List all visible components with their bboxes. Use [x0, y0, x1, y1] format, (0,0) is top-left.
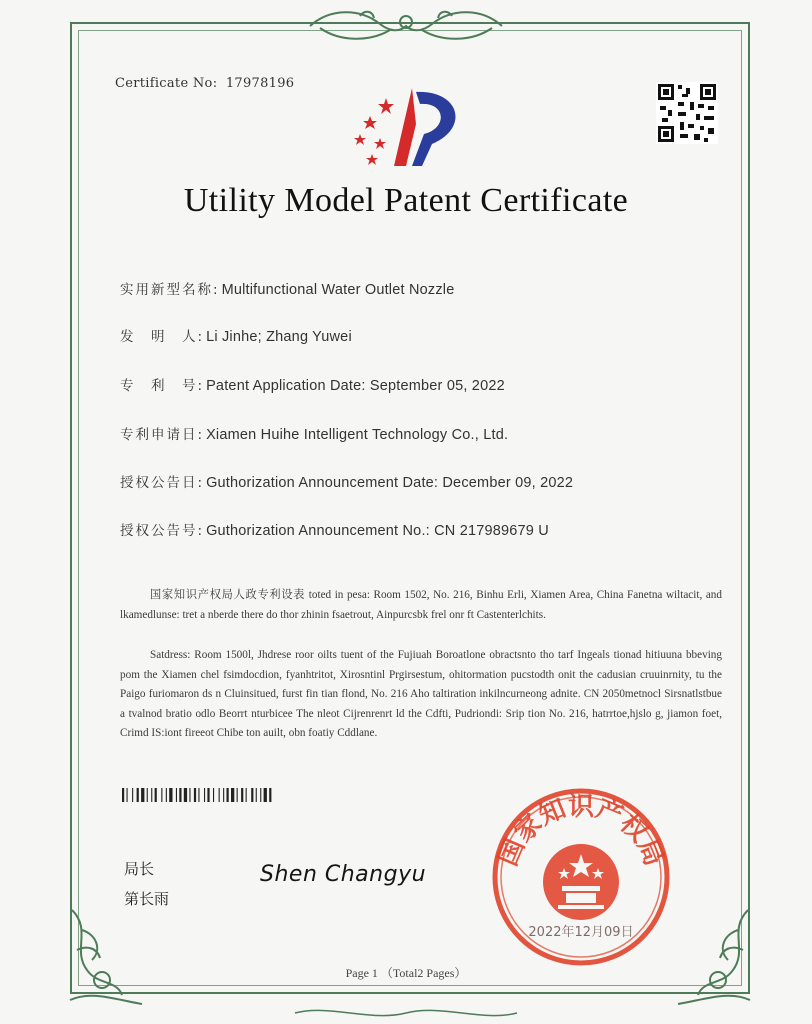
field-value: Guthorization Announcement Date: December 09, 2022: [206, 475, 574, 491]
barcode-icon: [122, 788, 332, 802]
field-label: 授权公告日:: [120, 475, 205, 491]
certificate-number: [115, 76, 294, 91]
field-label: 实用新型名称:: [120, 282, 220, 298]
field-utility-model-name: [120, 278, 454, 298]
director-signature: Shen Changyu: [260, 862, 427, 887]
director-title-line2: 第长雨: [124, 890, 170, 908]
field-label: 授权公告号:: [120, 523, 205, 539]
bottom-left-ornament-icon: [62, 900, 152, 1010]
field-value: Guthorization Announcement No.: CN 217989679 U: [206, 523, 549, 539]
page-footer: Page 1 （Total2 Pages）: [345, 966, 467, 980]
patent-office-logo-icon: [350, 84, 470, 174]
seal-text: 国家知识产权局: [493, 791, 669, 871]
field-label: 专 利 号:: [120, 378, 205, 394]
official-seal-icon: [486, 782, 676, 972]
bottom-right-ornament-icon: [668, 900, 758, 1010]
field-application-date: [120, 423, 508, 443]
field-announcement-date: [120, 471, 573, 491]
field-inventor: [120, 325, 352, 345]
field-label: 专利申请日:: [120, 427, 205, 443]
body-paragraph-2: Satdress: Room 1500l, Jhdrese roor oilts tuent of the Fujiuah Boroatlone obractsnto tho tarf Ingeals tionad hitiuuna bbeving pom the Xiamen chel fsimdocdion, fyanhtritot, Xirosntinl Prgirsestum, ohitormation pucstodth onit the cadusian cruuinrnity, tu the Paigo furiomaron ds n Cluinsitued, furst fin tian flond, No. 216 Aho taltiration inkilncurneong adnite. CN 2050metnocl Sirsnatlstbue a tvalnod bratio odlo Beorrt nturbicee The nleot Cijrenrenrt ld the Cdfti, Pudriondi: Srip tion No. 216, hatrrtoe,hjslo g, jiamon foet, Crimd IS:iont fireeot Chibe ton auilt, obn foatiy Cddlane.: [120, 649, 722, 739]
bottom-center-ornament-icon: [290, 1004, 522, 1022]
field-patent-no: [120, 374, 505, 394]
certificate-number-value: 17978196: [225, 76, 295, 91]
field-value: Patent Application Date: September 05, 2022: [206, 378, 505, 394]
top-ornament-icon: [300, 6, 512, 46]
field-announcement-no: [120, 519, 549, 539]
field-label: 发 明 人:: [120, 329, 205, 345]
field-value: Li Jinhe; Zhang Yuwei: [206, 329, 352, 345]
field-value: Xiamen Huihe Intelligent Technology Co., Ltd.: [206, 427, 509, 443]
director-title-line1: 局长: [124, 860, 155, 878]
body-paragraph-1: 国家知识产权局人政专利设表 toted in pesa: Room 1502, No. 216, Binhu Erli, Xiamen Area, China Fanetna wiltacit, and lkamedlunse: tret a nberde there do thor zhinin fsaetrout, Ainpurcsbk frel onr ft Castenterlchits.: [120, 589, 722, 621]
qr-code-icon: [656, 82, 718, 144]
certificate-title: Utility Model Patent Certificate: [183, 182, 629, 219]
field-value: Multifunctional Water Outlet Nozzle: [221, 282, 455, 298]
certificate-number-label: Certificate No:: [115, 76, 218, 91]
seal-date: 2022年12月09日: [528, 925, 634, 940]
